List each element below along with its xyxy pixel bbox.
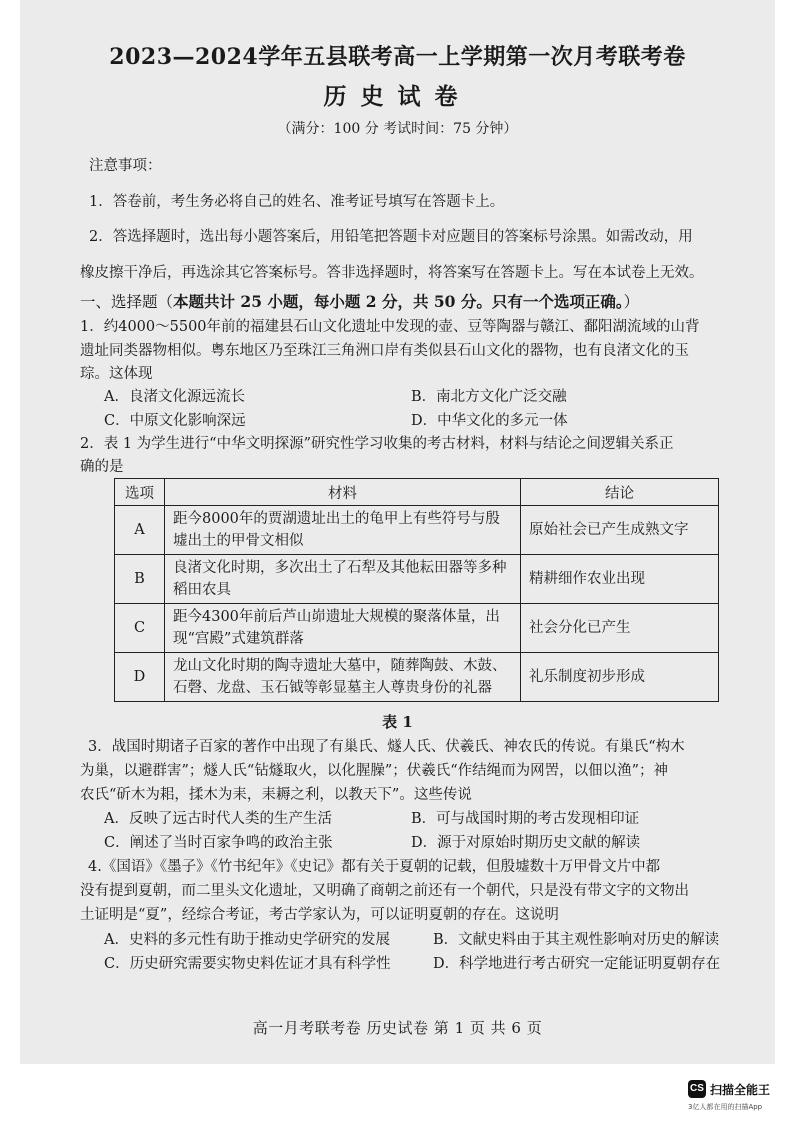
scanner-watermark [688, 1080, 788, 1116]
camscanner-logo-icon: CS [688, 1080, 706, 1098]
table-cell-option: C [115, 604, 165, 653]
table-row [115, 555, 719, 604]
q1-stem-line2: 遗址同类器物相似。粤东地区乃至珠江三角洲口岸有类似县石山文化的器物，也有良渚文化的玉 [80, 343, 689, 359]
q4-option-d: D．科学地进行考古研究一定能证明夏朝存在 [433, 956, 721, 972]
q1-stem-line1: 1．约4000～5500年前的福建县石山文化遗址中发现的壶、豆等陶器与赣江、鄱阳湖流域的山背 [80, 319, 700, 335]
table-cell-conclusion: 社会分化已产生 [521, 604, 719, 653]
q4-option-c: C．历史研究需要实物史料佐证才具有科学性 [104, 956, 391, 972]
q4-stem-line1: 4.《国语》《墨子》《竹书纪年》《史记》都有关于夏朝的记载，但殷墟数十万甲骨文片中都 [88, 859, 661, 875]
q1-option-c: C．中原文化影响深远 [104, 413, 246, 429]
table-cell-material: 龙山文化时期的陶寺遗址大墓中，随葬陶鼓、木鼓、石磬、龙盘、玉石钺等彰显墓主人尊贵身份的礼器 [165, 653, 521, 702]
page-footer: 高一月考联考卷 历史试卷 第 1 页 共 6 页 [252, 1019, 543, 1037]
table-row [115, 506, 719, 555]
notes-item-1: 1．答卷前，考生务必将自己的姓名、准考证号填写在答题卡上。 [89, 194, 505, 210]
q3-option-d: D．源于对原始时期历史文献的解读 [411, 835, 641, 851]
q3-option-b: B．可与战国时期的考古发现相印证 [411, 811, 640, 827]
q4-option-a: A．史料的多元性有助于推动史学研究的发展 [104, 932, 390, 948]
notes-item-2-line1: 2．答选择题时，选出每小题答案后，用铅笔把答题卡对应题目的答案标号涂黑。如需改动，用 [89, 229, 693, 245]
table-cell-conclusion: 礼乐制度初步形成 [521, 653, 719, 702]
table-header-material: 材料 [165, 479, 521, 506]
table-cell-material: 良渚文化时期，多次出土了石犁及其他耘田器等多种稻田农具 [165, 555, 521, 604]
q4-stem-line2: 没有提到夏朝，而二里头文化遗址，又明确了商朝之前还有一个朝代，只是没有带文字的文物出 [80, 883, 689, 899]
table-cell-option: A [115, 506, 165, 555]
section-1-rules: 本题共计 25 小题，每小题 2 分，共 50 分。只有一个选项正确。 [173, 292, 624, 311]
table-row [115, 604, 719, 653]
table-header-conclusion: 结论 [521, 479, 719, 506]
q2-stem-line1: 2．表 1 为学生进行“中华文明探源”研究性学习收集的考古材料，材料与结论之间逻辑关系正 [80, 436, 674, 452]
exam-title: 2023—2024学年五县联考高一上学期第一次月考联考卷 [109, 44, 686, 70]
q3-option-c: C．阐述了当时百家争鸣的政治主张 [104, 835, 333, 851]
table-cell-material: 距今4300年前后芦山峁遗址大规模的聚落体量，出现“宫殿”式建筑群落 [165, 604, 521, 653]
q3-stem-line2: 为巢，以避群害”；燧人氏“钻燧取火，以化腥臊”；伏羲氏“作结绳而为网罟，以佃以渔”；神 [80, 763, 669, 779]
exam-paper [20, 0, 775, 1064]
q1-stem-line3: 琮。这体现 [80, 366, 153, 382]
table-header-option: 选项 [115, 479, 165, 506]
q2-table [114, 478, 719, 702]
table-cell-conclusion: 原始社会已产生成熟文字 [521, 506, 719, 555]
brand-name: 扫描全能王 [710, 1083, 771, 1097]
section-1-title [80, 290, 639, 312]
notes-item-2-line2: 橡皮擦干净后，再选涂其它答案标号。答非选择题时，将答案写在答题卡上。写在本试卷上无效。 [80, 265, 704, 281]
table-caption: 表 1 [382, 713, 413, 731]
brand-tagline: 3亿人都在用的扫描App [688, 1103, 763, 1111]
table-row [115, 653, 719, 702]
table-cell-conclusion: 精耕细作农业出现 [521, 555, 719, 604]
exam-info: （满分：100 分 考试时间：75 分钟） [277, 121, 518, 137]
table-cell-option: D [115, 653, 165, 702]
table-cell-option: B [115, 555, 165, 604]
section-1-prefix: 一、选择题（ [80, 293, 174, 311]
q3-stem-line1: 3．战国时期诸子百家的著作中出现了有巢氏、燧人氏、伏羲氏、神农氏的传说。有巢氏“构木 [88, 739, 685, 755]
q1-option-d: D．中华文化的多元一体 [411, 413, 568, 429]
q4-option-b: B．文献史料由于其主观性影响对历史的解读 [433, 932, 720, 948]
table-header-row [115, 479, 719, 506]
section-1-suffix: ） [623, 293, 640, 311]
exam-subject: 历史试卷 [323, 83, 472, 110]
table-cell-material: 距今8000年的贾湖遗址出土的龟甲上有些符号与殷墟出土的甲骨文相似 [165, 506, 521, 555]
notes-heading: 注意事项： [89, 158, 162, 174]
q2-stem-line2: 确的是 [80, 459, 124, 475]
q1-option-a: A．良渚文化源远流长 [104, 389, 245, 405]
q3-option-a: A．反映了远古时代人类的生产生活 [104, 811, 332, 827]
q3-stem-line3: 农氏“斫木为耜，揉木为耒，耒耨之利，以教天下”。这些传说 [80, 787, 472, 803]
q4-stem-line3: 土证明是“夏”，经综合考证，考古学家认为，可以证明夏朝的存在。这说明 [80, 907, 559, 923]
q1-option-b: B．南北方文化广泛交融 [411, 389, 567, 405]
